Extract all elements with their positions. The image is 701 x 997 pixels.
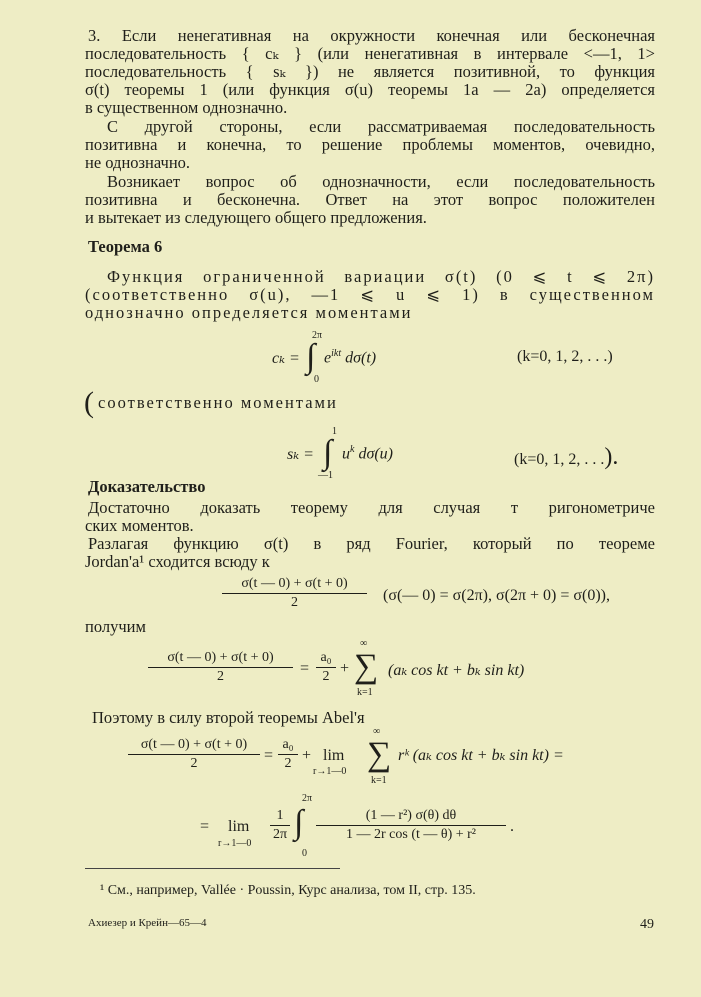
formula-4-eq: = (200, 818, 210, 835)
para1-line-1: 3. Если ненегативная на окружности конечная или бесконечная (88, 26, 655, 45)
formula-sk-integrand: $u^k$ dσ(u) (342, 444, 393, 463)
para1-line-3: последовательность { sₖ }) не является позитивной, то функция (85, 62, 655, 81)
formula-4-coef-fraction: $\frac{1}{2\pi}$ (270, 808, 290, 843)
theorem-title: Теорема 6 (88, 237, 163, 256)
para3-line-2: позитивна и бесконечна. Ответ на этот вопрос положителен (85, 190, 655, 209)
formula-ck-lhs: cₖ = (272, 350, 300, 367)
formula-2-plus: + (340, 660, 350, 677)
big-paren-open: ( (84, 386, 94, 419)
footer-signature: Ахиезер и Крейн—65—4 (88, 917, 207, 929)
formula-4-dot: . (510, 818, 514, 835)
formula-ck-integrand: $e^{ikt}$ dσ(t) (324, 348, 377, 367)
respectively-line: соответственно моментами (98, 393, 338, 412)
formula-4-lim: lim (228, 818, 250, 835)
formula-sk-upper: 1 (332, 426, 337, 437)
para1-line-4: σ(t) теоремы 1 (или функция σ(u) теоремы 1a — 2a) определяется (85, 80, 655, 99)
formula-4-lower: 0 (302, 848, 307, 859)
formula-3-term: rᵏ (aₖ cos kt + bₖ sin kt) = (398, 747, 564, 764)
sum-sign-icon: ∑ (354, 648, 379, 685)
formula-ck-lower: 0 (314, 374, 319, 385)
formula-3-lim: lim (323, 747, 345, 764)
formula-3-eq: = (264, 747, 274, 764)
obtain-line: получим (85, 617, 146, 636)
formula-1-fraction: $\frac{\sigma(t — 0) + \sigma(t + 0)}{2}$ (222, 576, 367, 611)
proof-title: Доказательство (88, 477, 206, 496)
para1-line-5: в существенном однозначно. (85, 98, 288, 117)
para2-line-2: позитивна и конечна, то решение проблемы моментов, очевидно, (85, 135, 655, 154)
formula-3-sum-upper: ∞ (373, 726, 381, 737)
theorem-line-1: Функция ограниченной вариации σ(t) (0 ⩽ t ⩽ 2π) (107, 267, 655, 286)
formula-ck-condition: (k=0, 1, 2, . . .) (517, 348, 613, 365)
formula-3-sum-lower: k=1 (371, 775, 387, 786)
formula-2-a0-fraction: $\frac{\text{a₀}}{2}$ (316, 650, 336, 685)
sum-sign-icon: ∑ (367, 736, 392, 773)
formula-4-fraction: $\frac{\text{(1 — r²) σ(θ) dθ}}{\text{1 — 2r cos (t — θ) + r²}}$ (316, 808, 506, 843)
proof-line-2: ских моментов. (85, 516, 194, 535)
formula-3-a0-fraction: $\frac{\text{a₀}}{2}$ (278, 737, 298, 772)
theorem-line-2: (соответственно σ(u), —1 ⩽ u ⩽ 1) в существенном (85, 285, 655, 304)
proof-line-4: Jordan'a¹ сходится всюду к (85, 552, 270, 571)
formula-3-plus: + (302, 747, 312, 764)
theorem-line-3: однозначно определяется моментами (85, 303, 413, 322)
formula-sk-lower: —1 (318, 470, 333, 481)
para3-line-3: и вытекает из следующего общего предложения. (85, 208, 427, 227)
formula-4-lim-sub: r→1—0 (218, 838, 252, 849)
para1-line-2: последовательность { cₖ } (или ненегативная в интервале <—1, 1> (85, 44, 655, 63)
footnote-divider (85, 868, 340, 869)
formula-sk-condition: (k=0, 1, 2, . . .). (514, 444, 619, 470)
formula-ck-upper: 2π (312, 330, 323, 341)
formula-sk-lhs: sₖ = (287, 446, 314, 463)
formula-2-fraction: $\frac{\sigma(t — 0) + \sigma(t + 0)}{2}$ (148, 650, 293, 685)
para2-line-1: С другой стороны, если рассматриваемая последовательность (107, 117, 655, 136)
integral-sign-icon: ∫ (306, 338, 316, 375)
formula-3-fraction: $\frac{\sigma(t — 0) + \sigma(t + 0)}{2}$ (128, 737, 260, 772)
proof-line-3: Разлагая функцию σ(t) в ряд Fourier, который по теореме (88, 534, 655, 553)
formula-2-eq: = (300, 660, 310, 677)
integral-sign-icon: ∫ (323, 434, 333, 471)
proof-line-1: Достаточно доказать теорему для случая т ригонометриче (88, 498, 655, 517)
para3-line-1: Возникает вопрос об однозначности, если последовательность (107, 172, 655, 191)
formula-2-sum-lower: k=1 (357, 687, 373, 698)
abel-line: Поэтому в силу второй теоремы Abel'я (92, 708, 365, 727)
formula-2-sum-upper: ∞ (360, 638, 368, 649)
para2-line-3: не однозначно. (85, 153, 191, 172)
formula-1-condition: (σ(— 0) = σ(2π), σ(2π + 0) = σ(0)), (383, 587, 611, 604)
footnote: ¹ См., например, Vallée · Poussin, Курс анализа, том II, стр. 135. (100, 883, 476, 898)
integral-sign-icon: ∫ (294, 804, 304, 841)
formula-4-upper: 2π (302, 793, 313, 804)
formula-2-term: (aₖ cos kt + bₖ sin kt) (388, 662, 525, 679)
formula-3-lim-sub: r→1—0 (313, 766, 347, 777)
page-number: 49 (640, 917, 654, 932)
